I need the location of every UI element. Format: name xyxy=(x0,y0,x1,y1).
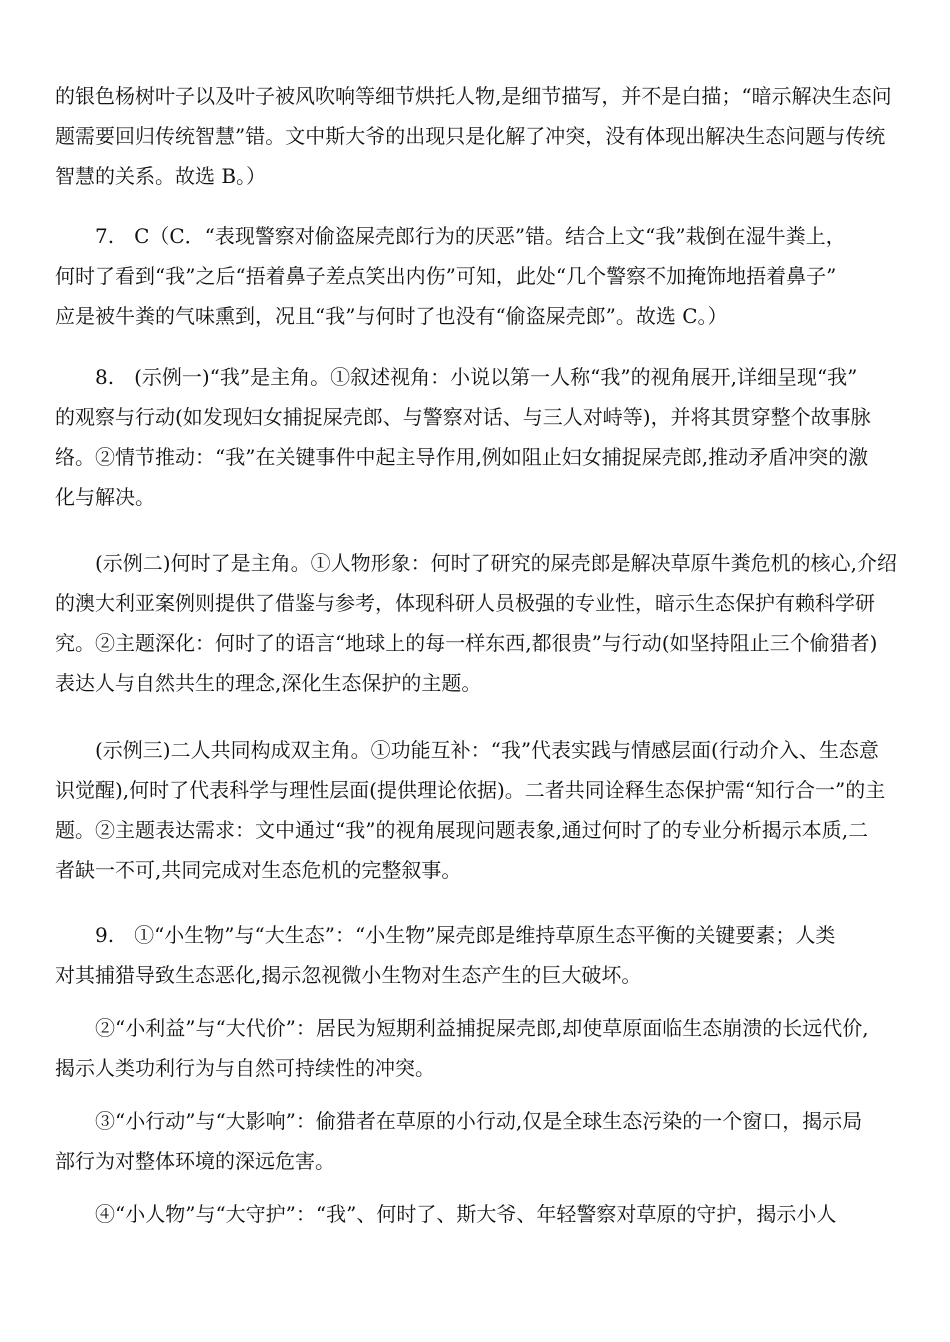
paragraph-answer-8-example-1 xyxy=(55,357,905,517)
paragraph-answer-9-point-3 xyxy=(55,1101,905,1181)
text-line: 对其捕猎导致生态恶化,揭示忽视微小生物对生态产生的巨大破坏。 xyxy=(55,963,642,987)
text-line: 揭示人类功利行为与自然可持续性的冲突。 xyxy=(55,1056,435,1080)
text-line: 应是被牛粪的气味熏到，况且“我”与何时了也没有“偷盗屎壳郎”。故选 C。） xyxy=(55,304,728,328)
text-line: (示例二)何时了是主角。①人物形象：何时了研究的屎壳郎是解决草原牛粪危机的核心,介绍 xyxy=(95,551,897,575)
text-line: ②“小利益”与“大代价”：居民为短期利益捕捉屎壳郎,却使草原面临生态崩溃的长远代价, xyxy=(95,1016,869,1040)
text-line: 化与解决。 xyxy=(55,485,155,509)
text-line: ③“小行动”与“大影响”：偷猎者在草原的小行动,仅是全球生态污染的一个窗口，揭示局 xyxy=(95,1109,863,1133)
paragraph-answer-9-point-1 xyxy=(55,915,905,995)
text-line: 题需要回归传统智慧”错。文中斯大爷的出现只是化解了冲突，没有体现出解决生态问题与传统 xyxy=(55,124,886,148)
text-line: 部行为对整体环境的深远危害。 xyxy=(55,1149,335,1173)
text-line: 者缺一不可,共同完成对生态危机的完整叙事。 xyxy=(55,858,462,882)
text-line: 7. C（C．“表现警察对偷盗屎壳郎行为的厌恶”错。结合上文“我”栽倒在湿牛粪上， xyxy=(95,224,846,248)
text-line: 智慧的关系。故选 B。） xyxy=(55,164,267,188)
paragraph-answer-9-point-4 xyxy=(55,1194,905,1234)
paragraph-answer-8-example-2 xyxy=(55,543,905,703)
text-line: 的澳大利亚案例则提供了借鉴与参考，体现科研人员极强的专业性，暗示生态保护有赖科学研 xyxy=(55,591,875,615)
text-line: 题。②主题表达需求：文中通过“我”的视角展现问题表象,通过何时了的专业分析揭示本质,二 xyxy=(55,818,869,842)
paragraph-answer-7 xyxy=(55,216,905,336)
text-line: 的银色杨树叶子以及叶子被风吹响等细节烘托人物,是细节描写，并不是白描；“暗示解决生态问 xyxy=(55,84,892,108)
text-line: 的观察与行动(如发现妇女捕捉屎壳郎、与警察对话、与三人对峙等)，并将其贯穿整个故事脉 xyxy=(55,405,871,429)
text-line: 8. (示例一)“我”是主角。①叙述视角：小说以第一人称“我”的视角展开,详细呈现“我” xyxy=(95,365,858,389)
paragraph-q6-continuation xyxy=(55,76,905,196)
text-line: 究。②主题深化：何时了的语言“地球上的每一样东西,都很贵”与行动(如坚持阻止三个偷猎者) xyxy=(55,631,878,655)
paragraph-answer-9-point-2 xyxy=(55,1008,905,1088)
text-line: 表达人与自然共生的理念,深化生态保护的主题。 xyxy=(55,671,482,695)
paragraph-answer-8-example-3 xyxy=(55,730,905,890)
text-line: 络。②情节推动：“我”在关键事件中起主导作用,例如阻止妇女捕捉屎壳郎,推动矛盾冲突的激 xyxy=(55,445,869,469)
text-line: 识觉醒),何时了代表科学与理性层面(提供理论依据)。二者共同诠释生态保护需“知行合一”的主 xyxy=(55,778,886,802)
text-line: 9. ①“小生物”与“大生态”：“小生物”屎壳郎是维持草原生态平衡的关键要素；人类 xyxy=(95,923,836,947)
text-line: 何时了看到“我”之后“捂着鼻子差点笑出内伤”可知，此处“几个警察不加掩饰地捂着鼻子” xyxy=(55,264,837,288)
text-line: (示例三)二人共同构成双主角。①功能互补：“我”代表实践与情感层面(行动介入、生态意 xyxy=(95,738,879,762)
text-line: ④“小人物”与“大守护”：“我”、何时了、斯大爷、年轻警察对草原的守护，揭示小人 xyxy=(95,1202,837,1226)
